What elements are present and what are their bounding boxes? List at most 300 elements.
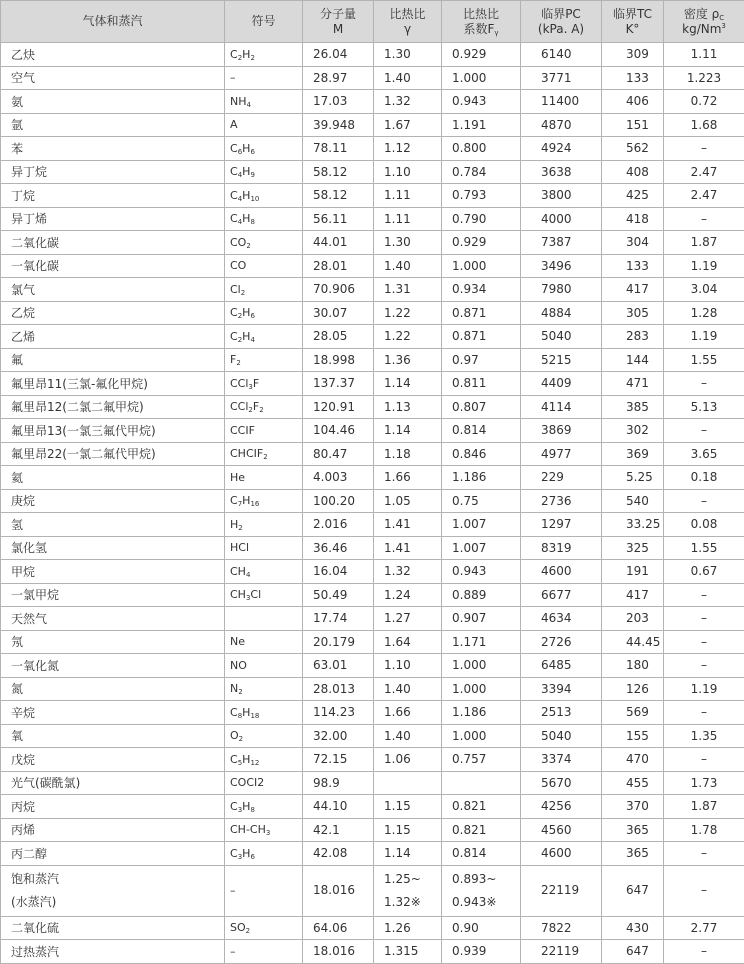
table-row [1, 513, 744, 537]
ratio-factor-cell: 0.943 [442, 90, 521, 114]
ratio-factor-cell: 0.939 [442, 940, 521, 964]
ratio-factor-cell: 0.889 [442, 583, 521, 607]
molecular-weight-cell: 28.97 [303, 66, 374, 90]
subscript: 7 [238, 500, 242, 508]
density-cell: 3.04 [664, 278, 744, 302]
gas-name-cell: 天然气 [1, 607, 225, 631]
gas-name-cell: 氨 [1, 90, 225, 114]
subscript: 8 [250, 218, 254, 226]
specific-heat-ratio-cell: 1.66 [374, 466, 442, 490]
formula-cell: $CHCIF_2$ [225, 442, 303, 466]
molecular-weight-cell: 44.01 [303, 231, 374, 255]
critical-pressure-cell: 8319 [521, 536, 602, 560]
formula-cell: $C_3H_8$ [225, 795, 303, 819]
column-header-line: 符号 [227, 14, 300, 29]
subscript: 2 [236, 359, 240, 367]
critical-temperature-cell: 302 [602, 419, 664, 443]
ratio-factor-cell: 0.934 [442, 278, 521, 302]
critical-pressure-cell: 5040 [521, 325, 602, 349]
table-body [1, 43, 744, 964]
specific-heat-ratio-cell: 1.66 [374, 701, 442, 725]
ratio-factor-cell: 0.814 [442, 842, 521, 866]
column-header-line: 比热比 [376, 7, 439, 22]
specific-heat-ratio-cell: 1.18 [374, 442, 442, 466]
critical-pressure-cell: 5040 [521, 724, 602, 748]
specific-heat-ratio-cell: 1.13 [374, 395, 442, 419]
subscript: 6 [250, 148, 254, 156]
column-header [1, 1, 225, 43]
specific-heat-ratio-cell: 1.11 [374, 207, 442, 231]
ratio-factor-cell: 1.000 [442, 66, 521, 90]
critical-temperature-cell: 5.25 [602, 466, 664, 490]
molecular-weight-cell: 58.12 [303, 184, 374, 208]
gas-name-cell: 苯 [1, 137, 225, 161]
density-cell: – [664, 419, 744, 443]
specific-heat-ratio-cell: 1.40 [374, 677, 442, 701]
formula-cell: $CH_4$ [225, 560, 303, 584]
specific-heat-ratio-cell: 1.15 [374, 795, 442, 819]
gas-name-cell: 氟里昂11(三氯-氟化甲烷) [1, 372, 225, 396]
specific-heat-ratio-cell: 1.315 [374, 940, 442, 964]
formula-cell: CO [225, 254, 303, 278]
gas-name-cell: 甲烷 [1, 560, 225, 584]
critical-temperature-cell: 470 [602, 748, 664, 772]
molecular-weight-cell: 18.016 [303, 865, 374, 916]
molecular-weight-cell: 44.10 [303, 795, 374, 819]
subscript: 16 [250, 500, 259, 508]
subscript: 4 [238, 218, 242, 226]
column-header-line: 气体和蒸汽 [3, 14, 222, 29]
gas-name-cell: 庚烷 [1, 489, 225, 513]
critical-temperature-cell: 406 [602, 90, 664, 114]
density-cell: 0.08 [664, 513, 744, 537]
molecular-weight-cell: 80.47 [303, 442, 374, 466]
density-cell: 1.28 [664, 301, 744, 325]
subscript: 9 [250, 171, 254, 179]
gas-name-cell: 氯气 [1, 278, 225, 302]
ratio-factor-cell: 0.846 [442, 442, 521, 466]
table-row [1, 113, 744, 137]
column-header-line: 分子量 [305, 7, 371, 22]
subscript: 2 [241, 289, 245, 297]
molecular-weight-cell: 78.11 [303, 137, 374, 161]
table-row [1, 301, 744, 325]
critical-temperature-cell: 562 [602, 137, 664, 161]
formula-cell: $C_4H_8$ [225, 207, 303, 231]
table-row [1, 160, 744, 184]
gas-name-cell: 饱和蒸汽 (水蒸汽) [1, 865, 225, 916]
density-cell: 1.223 [664, 66, 744, 90]
critical-temperature-cell: 133 [602, 254, 664, 278]
ratio-factor-cell: 0.800 [442, 137, 521, 161]
critical-pressure-cell: 4870 [521, 113, 602, 137]
gas-name-cell: 过热蒸汽 [1, 940, 225, 964]
gas-name-cell: 氩 [1, 113, 225, 137]
molecular-weight-cell: 58.12 [303, 160, 374, 184]
molecular-weight-cell: 114.23 [303, 701, 374, 725]
specific-heat-ratio-cell: 1.36 [374, 348, 442, 372]
table-row [1, 771, 744, 795]
ratio-factor-cell: 0.821 [442, 818, 521, 842]
formula-cell: $SO_2$ [225, 916, 303, 940]
critical-pressure-cell: 4634 [521, 607, 602, 631]
critical-temperature-cell: 647 [602, 940, 664, 964]
density-cell: 1.73 [664, 771, 744, 795]
density-cell: – [664, 489, 744, 513]
gas-name-cell: 氢 [1, 513, 225, 537]
molecular-weight-cell: 100.20 [303, 489, 374, 513]
ratio-factor-cell: 1.000 [442, 724, 521, 748]
ratio-factor-cell: 1.186 [442, 701, 521, 725]
specific-heat-ratio-cell: 1.15 [374, 818, 442, 842]
molecular-weight-cell: 16.04 [303, 560, 374, 584]
column-header-line: M [305, 22, 371, 37]
ratio-factor-cell: 0.807 [442, 395, 521, 419]
ratio-factor-cell: 1.000 [442, 654, 521, 678]
critical-temperature-cell: 155 [602, 724, 664, 748]
specific-heat-ratio-cell: 1.14 [374, 372, 442, 396]
formula-cell: – [225, 66, 303, 90]
formula-cell: $CO_2$ [225, 231, 303, 255]
specific-heat-ratio-cell: 1.41 [374, 513, 442, 537]
molecular-weight-cell: 98.9 [303, 771, 374, 795]
critical-pressure-cell: 7822 [521, 916, 602, 940]
table-row [1, 442, 744, 466]
specific-heat-ratio-cell: 1.32 [374, 560, 442, 584]
gas-name-cell: 乙炔 [1, 43, 225, 67]
molecular-weight-cell: 137.37 [303, 372, 374, 396]
critical-pressure-cell: 229 [521, 466, 602, 490]
formula-cell: – [225, 940, 303, 964]
specific-heat-ratio-cell: 1.31 [374, 278, 442, 302]
specific-heat-ratio-cell: 1.30 [374, 43, 442, 67]
specific-heat-ratio-cell: 1.06 [374, 748, 442, 772]
critical-pressure-cell: 5670 [521, 771, 602, 795]
molecular-weight-cell: 28.01 [303, 254, 374, 278]
specific-heat-ratio-cell: 1.12 [374, 137, 442, 161]
density-cell: 2.47 [664, 184, 744, 208]
subscript: 4 [246, 571, 250, 579]
specific-heat-ratio-cell: 1.30 [374, 231, 442, 255]
subscript: C [719, 14, 724, 22]
specific-heat-ratio-cell: 1.40 [374, 254, 442, 278]
density-cell: – [664, 607, 744, 631]
table-row [1, 419, 744, 443]
table-row [1, 43, 744, 67]
formula-cell: $C_7H_{16}$ [225, 489, 303, 513]
critical-pressure-cell: 4256 [521, 795, 602, 819]
density-cell: – [664, 583, 744, 607]
ratio-factor-cell: 1.007 [442, 536, 521, 560]
formula-cell: CCIF [225, 419, 303, 443]
table-row [1, 748, 744, 772]
formula-cell: $C_4H_9$ [225, 160, 303, 184]
critical-pressure-cell: 4409 [521, 372, 602, 396]
gas-name-cell: 光气(碳酰氯) [1, 771, 225, 795]
critical-pressure-cell: 3496 [521, 254, 602, 278]
specific-heat-ratio-cell: 1.24 [374, 583, 442, 607]
table-row [1, 701, 744, 725]
ratio-factor-cell: 0.784 [442, 160, 521, 184]
table-row [1, 677, 744, 701]
density-cell: – [664, 207, 744, 231]
ratio-factor-cell: 0.893~ 0.943※ [442, 865, 521, 916]
density-cell: 2.47 [664, 160, 744, 184]
superscript: 3 [721, 22, 725, 30]
specific-heat-ratio-cell: 1.41 [374, 536, 442, 560]
critical-temperature-cell: 33.25 [602, 513, 664, 537]
molecular-weight-cell: 30.07 [303, 301, 374, 325]
column-header [602, 1, 664, 43]
critical-pressure-cell: 4560 [521, 818, 602, 842]
critical-temperature-cell: 365 [602, 842, 664, 866]
critical-temperature-cell: 369 [602, 442, 664, 466]
density-cell: – [664, 748, 744, 772]
ratio-factor-cell: 0.811 [442, 372, 521, 396]
density-cell: 1.55 [664, 536, 744, 560]
density-cell: – [664, 865, 744, 916]
critical-temperature-cell: 418 [602, 207, 664, 231]
critical-temperature-cell: 408 [602, 160, 664, 184]
ratio-factor-cell: 1.007 [442, 513, 521, 537]
critical-temperature-cell: 283 [602, 325, 664, 349]
formula-cell: Ne [225, 630, 303, 654]
density-cell: – [664, 940, 744, 964]
gas-name-cell: 乙烯 [1, 325, 225, 349]
ratio-factor-cell: 1.000 [442, 677, 521, 701]
formula-cell: $O_2$ [225, 724, 303, 748]
subscript: 3 [238, 806, 242, 814]
formula-cell: $CH_3Cl$ [225, 583, 303, 607]
formula-cell: $C_3H_6$ [225, 842, 303, 866]
gas-name-cell: 丁烷 [1, 184, 225, 208]
subscript: 6 [250, 853, 254, 861]
ratio-factor-cell [442, 771, 521, 795]
table-row [1, 278, 744, 302]
molecular-weight-cell: 18.016 [303, 940, 374, 964]
critical-pressure-cell: 5215 [521, 348, 602, 372]
molecular-weight-cell: 26.04 [303, 43, 374, 67]
table-row [1, 254, 744, 278]
ratio-factor-cell: 0.793 [442, 184, 521, 208]
subscript: 5 [238, 759, 242, 767]
table-row [1, 348, 744, 372]
formula-cell: $N_2$ [225, 677, 303, 701]
density-cell: – [664, 137, 744, 161]
critical-pressure-cell: 2726 [521, 630, 602, 654]
ratio-factor-cell: 0.814 [442, 419, 521, 443]
critical-temperature-cell: 365 [602, 818, 664, 842]
critical-pressure-cell: 6677 [521, 583, 602, 607]
subscript: 2 [259, 406, 263, 414]
specific-heat-ratio-cell: 1.40 [374, 724, 442, 748]
formula-cell: – [225, 865, 303, 916]
density-cell: 1.87 [664, 231, 744, 255]
subscript: 12 [250, 759, 259, 767]
critical-pressure-cell: 7980 [521, 278, 602, 302]
ratio-factor-cell: 0.90 [442, 916, 521, 940]
header-row [1, 1, 744, 43]
table-row [1, 865, 744, 916]
critical-temperature-cell: 126 [602, 677, 664, 701]
specific-heat-ratio-cell: 1.11 [374, 184, 442, 208]
critical-pressure-cell: 3374 [521, 748, 602, 772]
column-header-line: 比热比 [444, 7, 518, 22]
subscript: 4 [238, 171, 242, 179]
subscript: 18 [250, 712, 259, 720]
gas-name-cell: 氯化氢 [1, 536, 225, 560]
subscript: 3 [238, 853, 242, 861]
density-cell: – [664, 842, 744, 866]
molecular-weight-cell: 72.15 [303, 748, 374, 772]
molecular-weight-cell: 39.948 [303, 113, 374, 137]
column-header-line: kg/Nm$^3$ [666, 22, 742, 37]
table-row [1, 916, 744, 940]
molecular-weight-cell: 42.1 [303, 818, 374, 842]
formula-cell: $C_5H_{12}$ [225, 748, 303, 772]
subscript: 2 [239, 735, 243, 743]
molecular-weight-cell: 17.74 [303, 607, 374, 631]
critical-temperature-cell: 540 [602, 489, 664, 513]
density-cell: 1.68 [664, 113, 744, 137]
table-row [1, 395, 744, 419]
critical-temperature-cell: 370 [602, 795, 664, 819]
density-cell: – [664, 701, 744, 725]
ratio-factor-cell: 1.186 [442, 466, 521, 490]
density-cell: 1.55 [664, 348, 744, 372]
gas-name-cell: 丙烯 [1, 818, 225, 842]
formula-cell: He [225, 466, 303, 490]
critical-pressure-cell: 3771 [521, 66, 602, 90]
table-row [1, 137, 744, 161]
critical-pressure-cell: 4600 [521, 560, 602, 584]
specific-heat-ratio-cell: 1.26 [374, 916, 442, 940]
formula-cell: $Cl_2$ [225, 278, 303, 302]
table-row [1, 630, 744, 654]
column-header-line: 密度 $\rho_C$ [666, 7, 742, 22]
density-cell: 1.35 [664, 724, 744, 748]
table-row [1, 66, 744, 90]
ratio-factor-cell: 0.790 [442, 207, 521, 231]
column-header [442, 1, 521, 43]
critical-pressure-cell: 3638 [521, 160, 602, 184]
specific-heat-ratio-cell: 1.22 [374, 325, 442, 349]
table-row [1, 90, 744, 114]
formula-cell: $C_2H_6$ [225, 301, 303, 325]
table-row [1, 724, 744, 748]
molecular-weight-cell: 42.08 [303, 842, 374, 866]
table-row [1, 184, 744, 208]
ratio-factor-cell: 0.757 [442, 748, 521, 772]
molecular-weight-cell: 28.05 [303, 325, 374, 349]
critical-temperature-cell: 203 [602, 607, 664, 631]
table-row [1, 536, 744, 560]
gas-name-cell: 二氧化硫 [1, 916, 225, 940]
critical-pressure-cell: 3394 [521, 677, 602, 701]
subscript: 2 [238, 312, 242, 320]
subscript: 4 [250, 336, 254, 344]
critical-pressure-cell: 4000 [521, 207, 602, 231]
table-row [1, 583, 744, 607]
table-row [1, 489, 744, 513]
critical-pressure-cell: 4977 [521, 442, 602, 466]
ratio-factor-cell: 0.907 [442, 607, 521, 631]
critical-pressure-cell: 22119 [521, 940, 602, 964]
density-cell: 5.13 [664, 395, 744, 419]
density-cell: 0.67 [664, 560, 744, 584]
table-row [1, 466, 744, 490]
critical-temperature-cell: 304 [602, 231, 664, 255]
critical-pressure-cell: 3800 [521, 184, 602, 208]
table-row [1, 325, 744, 349]
critical-temperature-cell: 425 [602, 184, 664, 208]
critical-pressure-cell: 4114 [521, 395, 602, 419]
column-header-line: K° [604, 22, 661, 37]
column-header [225, 1, 303, 43]
critical-temperature-cell: 151 [602, 113, 664, 137]
ratio-factor-cell: 0.97 [442, 348, 521, 372]
density-cell: 3.65 [664, 442, 744, 466]
formula-cell: $CCl_2F_2$ [225, 395, 303, 419]
formula-cell: $C_4H_{10}$ [225, 184, 303, 208]
critical-pressure-cell: 11400 [521, 90, 602, 114]
molecular-weight-cell: 18.998 [303, 348, 374, 372]
subscript: 6 [250, 312, 254, 320]
critical-temperature-cell: 569 [602, 701, 664, 725]
specific-heat-ratio-cell: 1.27 [374, 607, 442, 631]
formula-cell: $CH-CH_3$ [225, 818, 303, 842]
ratio-factor-cell: 0.943 [442, 560, 521, 584]
density-cell: 0.72 [664, 90, 744, 114]
critical-temperature-cell: 385 [602, 395, 664, 419]
specific-heat-ratio-cell: 1.05 [374, 489, 442, 513]
critical-temperature-cell: 180 [602, 654, 664, 678]
ratio-factor-cell: 1.171 [442, 630, 521, 654]
formula-cell: $C_2H_2$ [225, 43, 303, 67]
gas-name-cell: 空气 [1, 66, 225, 90]
ratio-factor-cell: 0.821 [442, 795, 521, 819]
subscript: 2 [238, 336, 242, 344]
subscript: 6 [238, 148, 242, 156]
molecular-weight-cell: 32.00 [303, 724, 374, 748]
ratio-factor-cell: 0.929 [442, 43, 521, 67]
critical-pressure-cell: 2736 [521, 489, 602, 513]
table-row [1, 560, 744, 584]
density-cell: 1.87 [664, 795, 744, 819]
molecular-weight-cell: 2.016 [303, 513, 374, 537]
subscript: γ [494, 29, 498, 37]
formula-cell: HCl [225, 536, 303, 560]
density-cell: 1.78 [664, 818, 744, 842]
critical-temperature-cell: 325 [602, 536, 664, 560]
gas-name-cell: 氦 [1, 466, 225, 490]
specific-heat-ratio-cell: 1.14 [374, 419, 442, 443]
critical-pressure-cell: 4600 [521, 842, 602, 866]
molecular-weight-cell: 70.906 [303, 278, 374, 302]
subscript: 4 [238, 195, 242, 203]
table-row [1, 818, 744, 842]
table-row [1, 607, 744, 631]
subscript: 8 [238, 712, 242, 720]
formula-cell: $C_6H_6$ [225, 137, 303, 161]
specific-heat-ratio-cell: 1.25~ 1.32※ [374, 865, 442, 916]
density-cell: 1.19 [664, 325, 744, 349]
molecular-weight-cell: 20.179 [303, 630, 374, 654]
molecular-weight-cell: 36.46 [303, 536, 374, 560]
formula-cell: COCI2 [225, 771, 303, 795]
gas-name-cell: 氖 [1, 630, 225, 654]
subscript: 2 [246, 927, 250, 935]
